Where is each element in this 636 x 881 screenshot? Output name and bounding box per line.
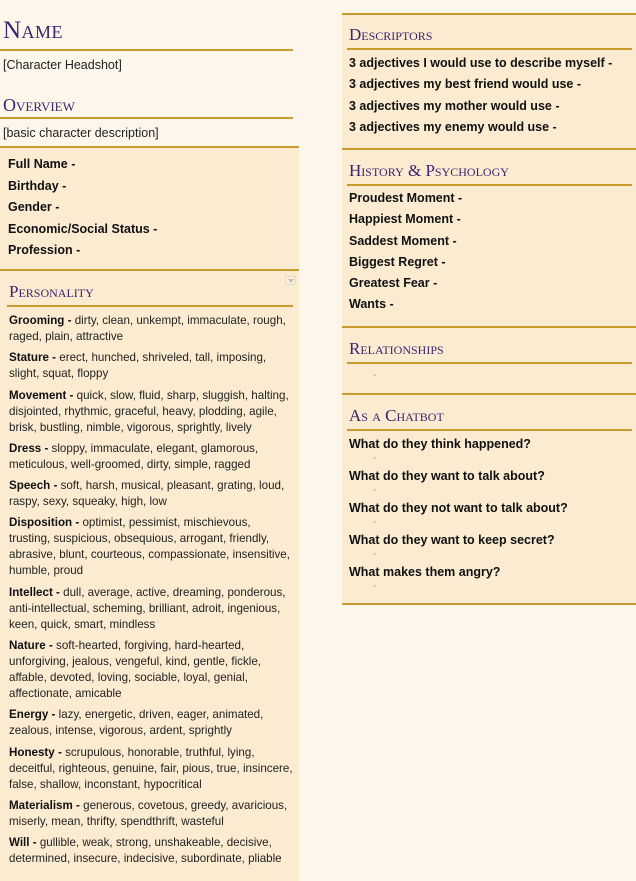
trait-movement: Movement - quick, slow, fluid, sharp, sluggish, halting, disjointed, rhythmic, graceful, heavy, plodding, agile, brisk, bustling, nimble, vigorous, sprightly, lively [9, 388, 289, 434]
trait-materialism: Materialism - generous, covetous, greedy, avaricious, miserly, mean, thrifty, spendthrift, wasteful [9, 798, 288, 828]
personality-heading: Personality [9, 282, 94, 301]
trait-stature: Stature - erect, hunched, shriveled, tall, imposing, slight, squat, floppy [9, 351, 267, 381]
descriptors-heading: Descriptors [349, 25, 433, 44]
relationships-rule [347, 362, 632, 364]
field-full-name[interactable]: Full Name - [8, 157, 76, 171]
field-economic-status[interactable]: Economic/Social Status - [8, 221, 158, 236]
relationships-heading: Relationships [349, 339, 444, 358]
overview-heading: Overview [3, 95, 75, 115]
descriptor-mother[interactable]: 3 adjectives my mother would use - [349, 98, 560, 113]
history-rule [347, 184, 632, 186]
chatbot-answer[interactable]: - [373, 581, 377, 592]
chatbot-heading: As a Chatbot [349, 406, 444, 425]
chatbot-prompts [349, 436, 568, 596]
descriptor-enemy[interactable]: 3 adjectives my enemy would use - [349, 119, 557, 134]
trait-honesty: Honesty - scrupulous, honorable, truthful, lying, deceitful, righteous, genuine, fair, pious, true, insincere, false, shallow, inconstant, hypocritical [9, 745, 293, 791]
name-rule [0, 49, 293, 51]
history-wants[interactable]: Wants - [349, 297, 394, 312]
chevron-down-icon[interactable] [285, 276, 296, 285]
chatbot-answer[interactable]: - [373, 453, 377, 464]
relationships-placeholder[interactable]: - [373, 370, 377, 381]
chatbot-question: What makes them angry? [349, 565, 501, 579]
chatbot-question: What do they not want to talk about? [349, 501, 568, 515]
history-fear[interactable]: Greatest Fear - [349, 276, 438, 291]
trait-dress: Dress - sloppy, immaculate, elegant, glamorous, meticulous, well-groomed, dirty, simple, ragged [9, 441, 259, 471]
trait-speech: Speech - soft, harsh, musical, pleasant, grating, loud, raspy, sexy, squeaky, high, low [9, 479, 285, 509]
trait-intellect: Intellect - dull, average, active, dreaming, ponderous, anti-intellectual, scheming, brilliant, adroit, ingenious, keen, quick, smart, mindless [9, 585, 286, 631]
trait-grooming: Grooming - dirty, clean, unkempt, immaculate, rough, raged, plain, attractive [9, 314, 286, 343]
relationships-top-rule [342, 326, 636, 328]
trait-disposition: Disposition - optimist, pessimist, mischievous, trusting, suspicious, obsequious, arrogant, friendly, abrasive, blunt, courteous, compassionate, insensitive, humble, proud [9, 516, 290, 578]
name-heading: Name [3, 17, 64, 44]
descriptor-self[interactable]: 3 adjectives I would use to describe myself - [349, 56, 613, 70]
history-happiest[interactable]: Happiest Moment - [349, 212, 461, 227]
personality-rule [7, 305, 293, 307]
basic-info-box [0, 146, 299, 270]
overview-rule [0, 117, 293, 119]
history-saddest[interactable]: Saddest Moment - [349, 233, 457, 248]
chatbot-top-rule [342, 393, 636, 395]
chatbot-question: What do they want to keep secret? [349, 533, 555, 547]
chatbot-rule [347, 429, 632, 431]
chatbot-question: What do they want to talk about? [349, 469, 545, 483]
history-list [349, 188, 462, 316]
field-gender[interactable]: Gender - [8, 200, 60, 214]
history-heading: History & Psychology [349, 161, 509, 180]
personality-traits [9, 313, 293, 873]
chatbot-answer[interactable]: - [373, 485, 377, 496]
chatbot-answer[interactable]: - [373, 517, 377, 528]
descriptor-best-friend[interactable]: 3 adjectives my best friend would use - [349, 77, 582, 92]
trait-nature: Nature - soft-hearted, forgiving, hard-hearted, unforgiving, jealous, vengeful, kind, gentle, fickle, affable, devoted, loving, sociable, loyal, genial, affectionate, amicable [9, 639, 261, 701]
field-profession[interactable]: Profession - [8, 243, 81, 257]
history-proudest[interactable]: Proudest Moment - [349, 191, 463, 205]
headshot-placeholder: [Character Headshot] [3, 58, 122, 72]
trait-energy: Energy - lazy, energetic, driven, eager, animated, zealous, intense, vigorous, ardent, sprightly [9, 708, 264, 738]
history-top-rule [342, 148, 636, 150]
chatbot-question: What do they think happened? [349, 437, 531, 451]
trait-will: Will - gullible, weak, strong, unshakeable, decisive, determined, insecure, indecisive, subordinate, pliable [9, 836, 282, 866]
chatbot-answer[interactable]: - [373, 549, 377, 560]
basic-info-fields [0, 148, 299, 262]
descriptors-list [349, 53, 612, 138]
descriptors-rule [347, 48, 632, 50]
history-regret[interactable]: Biggest Regret - [349, 254, 446, 269]
field-birthday[interactable]: Birthday - [8, 178, 67, 193]
overview-description: [basic character description] [3, 126, 159, 140]
